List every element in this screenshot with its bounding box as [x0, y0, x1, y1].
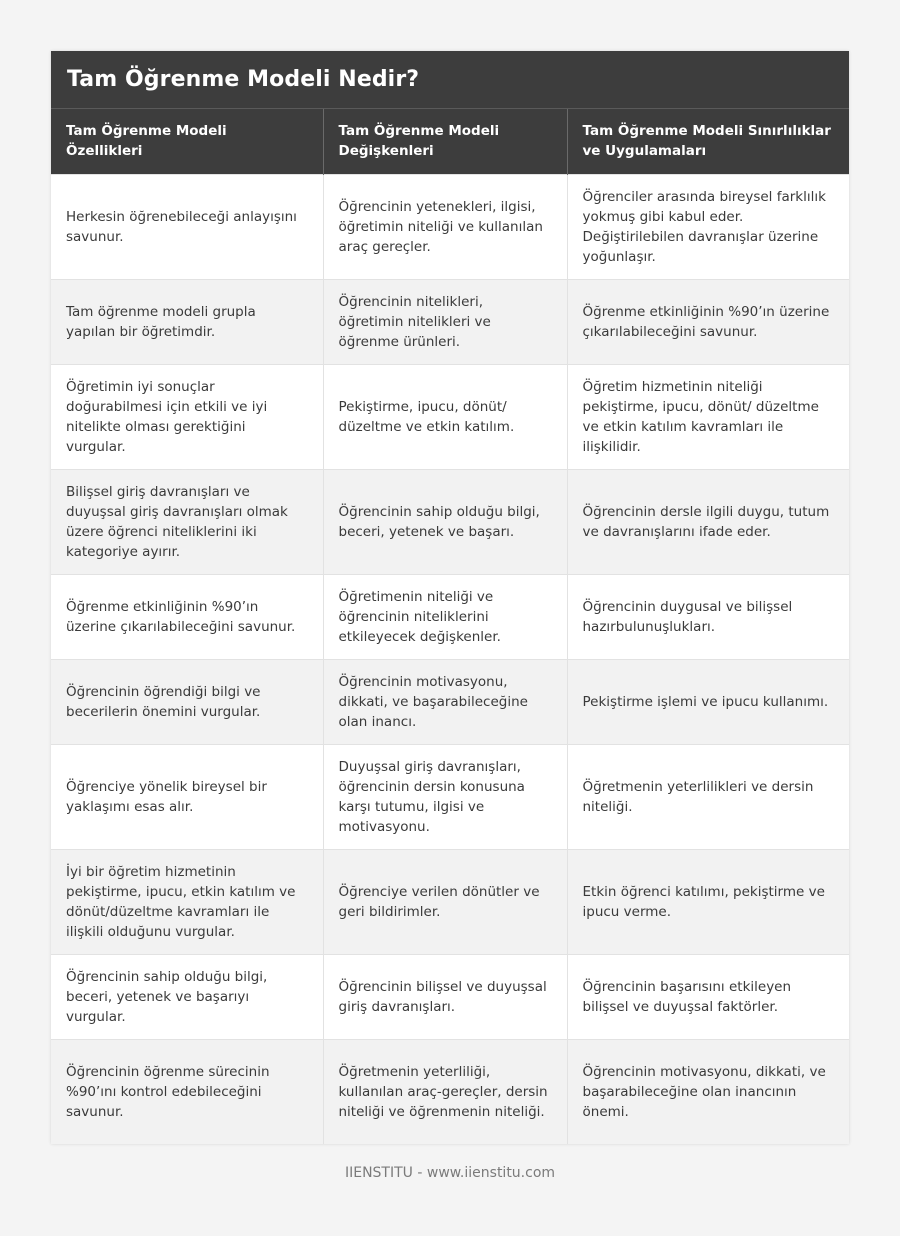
- table-row: [51, 954, 849, 1039]
- cell-limitation: Öğrencinin duygusal ve bilişsel hazırbulunuşlukları.: [567, 574, 849, 659]
- page-title: Tam Öğrenme Modeli Nedir?: [67, 67, 420, 92]
- cell-variable: Öğretmenin yeterliliği, kullanılan araç-gereçler, dersin niteliği ve öğrenmenin niteliği.: [323, 1039, 567, 1144]
- cell-feature: Herkesin öğrenebileceği anlayışını savunur.: [51, 174, 323, 279]
- cell-feature: Öğrenme etkinliğinin %90’ın üzerine çıkarılabileceğini savunur.: [51, 574, 323, 659]
- cell-limitation: Öğrencinin başarısını etkileyen bilişsel ve duyuşsal faktörler.: [567, 954, 849, 1039]
- table-row: [51, 1039, 849, 1144]
- comparison-table: [51, 109, 849, 1144]
- table-row: [51, 279, 849, 364]
- cell-variable: Öğrencinin motivasyonu, dikkati, ve başarabileceğine olan inancı.: [323, 659, 567, 744]
- table-row: [51, 744, 849, 849]
- cell-variable: Öğrencinin yetenekleri, ilgisi, öğretimin niteliği ve kullanılan araç gereçler.: [323, 174, 567, 279]
- header-row: [51, 109, 849, 174]
- cell-variable: Duyuşsal giriş davranışları, öğrencinin dersin konusuna karşı tutumu, ilgisi ve motivasyonu.: [323, 744, 567, 849]
- cell-limitation: Etkin öğrenci katılımı, pekiştirme ve ipucu verme.: [567, 849, 849, 954]
- cell-variable: Öğrencinin sahip olduğu bilgi, beceri, yetenek ve başarı.: [323, 469, 567, 574]
- table-row: [51, 849, 849, 954]
- cell-variable: Öğrencinin nitelikleri, öğretimin nitelikleri ve öğrenme ürünleri.: [323, 279, 567, 364]
- column-header-variables: Tam Öğrenme Modeli Değişkenleri: [323, 109, 567, 174]
- cell-variable: Öğrencinin bilişsel ve duyuşsal giriş davranışları.: [323, 954, 567, 1039]
- table-row: [51, 574, 849, 659]
- footer-credit: IIENSTITU - www.iienstitu.com: [344, 1165, 556, 1181]
- table-body: [51, 174, 849, 1144]
- cell-feature: Tam öğrenme modeli grupla yapılan bir öğretimdir.: [51, 279, 323, 364]
- cell-limitation: Öğrencinin motivasyonu, dikkati, ve başarabileceğine olan inancının önemi.: [567, 1039, 849, 1144]
- table-row: [51, 659, 849, 744]
- cell-limitation: Öğrencinin dersle ilgili duygu, tutum ve davranışlarını ifade eder.: [567, 469, 849, 574]
- table-row: [51, 469, 849, 574]
- column-header-limitations: Tam Öğrenme Modeli Sınırlılıklar ve Uygulamaları: [567, 109, 849, 174]
- title-bar: [51, 51, 849, 109]
- cell-feature: Öğretimin iyi sonuçlar doğurabilmesi için etkili ve iyi nitelikte olması gerektiğini vurgular.: [51, 364, 323, 469]
- cell-variable: Öğretimenin niteliği ve öğrencinin niteliklerini etkileyecek değişkenler.: [323, 574, 567, 659]
- cell-feature: Öğrencinin öğrendiği bilgi ve becerilerin önemini vurgular.: [51, 659, 323, 744]
- cell-limitation: Öğretmenin yeterlilikleri ve dersin niteliği.: [567, 744, 849, 849]
- cell-feature: İyi bir öğretim hizmetinin pekiştirme, ipucu, etkin katılım ve dönüt/düzeltme kavramları ile ilişkili olduğunu vurgular.: [51, 849, 323, 954]
- table-header: [51, 109, 849, 174]
- cell-limitation: Öğretim hizmetinin niteliği pekiştirme, ipucu, dönüt/ düzeltme ve etkin katılım kavramları ile ilişkilidir.: [567, 364, 849, 469]
- cell-limitation: Öğrenme etkinliğinin %90’ın üzerine çıkarılabileceğini savunur.: [567, 279, 849, 364]
- cell-variable: Öğrenciye verilen dönütler ve geri bildirimler.: [323, 849, 567, 954]
- cell-limitation: Öğrenciler arasında bireysel farklılık yokmuş gibi kabul eder. Değiştirilebilen davranışlar üzerine yoğunlaşır.: [567, 174, 849, 279]
- cell-feature: Bilişsel giriş davranışları ve duyuşsal giriş davranışları olmak üzere öğrenci niteliklerini iki kategoriye ayırır.: [51, 469, 323, 574]
- cell-variable: Pekiştirme, ipucu, dönüt/ düzeltme ve etkin katılım.: [323, 364, 567, 469]
- cell-limitation: Pekiştirme işlemi ve ipucu kullanımı.: [567, 659, 849, 744]
- cell-feature: Öğrencinin sahip olduğu bilgi, beceri, yetenek ve başarıyı vurgular.: [51, 954, 323, 1039]
- table-row: [51, 364, 849, 469]
- table-row: [51, 174, 849, 279]
- cell-feature: Öğrencinin öğrenme sürecinin %90’ını kontrol edebileceğini savunur.: [51, 1039, 323, 1144]
- content-card: [51, 51, 849, 1144]
- column-header-features: Tam Öğrenme Modeli Özellikleri: [51, 109, 323, 174]
- cell-feature: Öğrenciye yönelik bireysel bir yaklaşımı esas alır.: [51, 744, 323, 849]
